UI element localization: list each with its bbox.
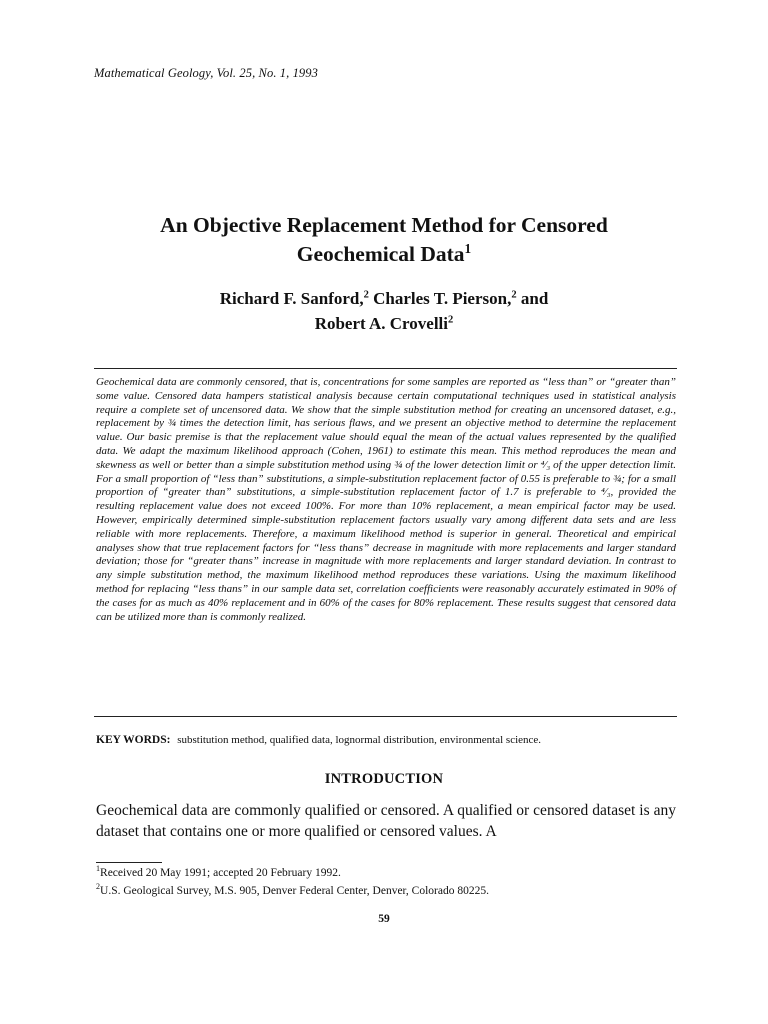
introduction-paragraph: Geochemical data are commonly qualified or censored. A qualified or censored dataset is any dataset that contains one or more qualified or censored values. A xyxy=(96,802,676,840)
author-name: Richard F. Sanford, xyxy=(219,289,364,308)
section-heading-introduction: INTRODUCTION xyxy=(324,771,444,787)
journal-header: Mathematical Geology, Vol. 25, No. 1, 1993 xyxy=(94,66,318,80)
footnote-text: U.S. Geological Survey, M.S. 905, Denver Federal Center, Denver, Colorado 80225. xyxy=(100,885,489,897)
author-name: Robert A. Crovelli xyxy=(314,314,449,333)
author-name: Charles T. Pierson, xyxy=(373,289,512,308)
abstract-bottom-rule xyxy=(94,716,677,717)
page-number: 59 xyxy=(378,913,390,925)
author-list xyxy=(0,286,768,336)
footnote-rule xyxy=(96,862,162,863)
keywords-text: substitution method, qualified data, lognormal distribution, environmental science. xyxy=(177,734,542,746)
author-connector: and xyxy=(520,289,549,308)
title-line-1: An Objective Replacement Method for Censored xyxy=(160,213,608,237)
authors-line-2 xyxy=(0,311,768,336)
title-line-2 xyxy=(0,240,768,269)
footnote-text: Received 20 May 1991; accepted 20 February 1992. xyxy=(100,867,341,879)
title-line-2-text: Geochemical Data xyxy=(296,242,465,266)
abstract-text: Geochemical data are commonly censored, that is, concentrations for some samples are reported as “less than” or “greater than” some value. Censored data hampers statistical analysis because certain computational techniques used in statistical analysis require a complete set of uncensored data. We show that the simple substitution method for creating an uncensored dataset, e.g., replacement by ¾ times the detection limit, has serious flaws, and we present an objective method to determine the replacement value. Our basic premise is that the replacement value should equal the mean of the actual values represented by the qualified data. We adapt the maximum likelihood approach (Cohen, 1961) to estimate this mean. This method reproduces the mean and skewness as well or better than a simple substitution method using ¾ of the lower detection limit or ⁴⁄₃ of the upper detection limit. For a small proportion of “less than” substitutions, a simple-substitution replacement factor of 0.55 is preferable to ¾; for a small proportion of “greater than” substitutions, a simple-substitution replacement factor of 1.7 is preferable to ⁴⁄₃, provided the resulting replacement value does not exceed 100%. For more than 10% replacement, a mean empirical factor may be used. However, empirically determined simple-substitution replacement factors usually vary among different data sets and are less reliable with more replacements. Therefore, a maximum likelihood method is superior in general. Theoretical and empirical analyses show that true replacement factors for “less thans” decrease in magnitude with more replacements and larger standard deviation; those for “greater thans” increase in magnitude with more replacements and larger standard deviation. In contrast to any simple substitution method, the maximum likelihood method reproduces these variations. Using the maximum likelihood method for replacing “less thans” in our sample data set, correlation coefficients were reasonably accurately estimated in 90% of the cases for as much as 40% replacement and in 60% of the cases for 80% replacement. These results suggest that censored data can be utilized more than is commonly realized. xyxy=(96,376,676,623)
keywords xyxy=(96,733,676,747)
footnote-mark: 2 xyxy=(96,882,101,892)
footnote xyxy=(96,864,489,882)
author-affiliation-mark: 2 xyxy=(511,289,517,301)
footnotes xyxy=(96,864,489,900)
author-affiliation-mark: 2 xyxy=(448,314,454,326)
paper-title xyxy=(0,211,768,269)
title-footnote-mark: 1 xyxy=(464,240,472,256)
footnote xyxy=(96,882,489,900)
footnote-mark: 1 xyxy=(96,864,101,874)
author-affiliation-mark: 2 xyxy=(363,289,369,301)
keywords-label: KEY WORDS: xyxy=(96,734,171,746)
abstract-top-rule xyxy=(94,368,677,369)
authors-line-1 xyxy=(0,286,768,311)
